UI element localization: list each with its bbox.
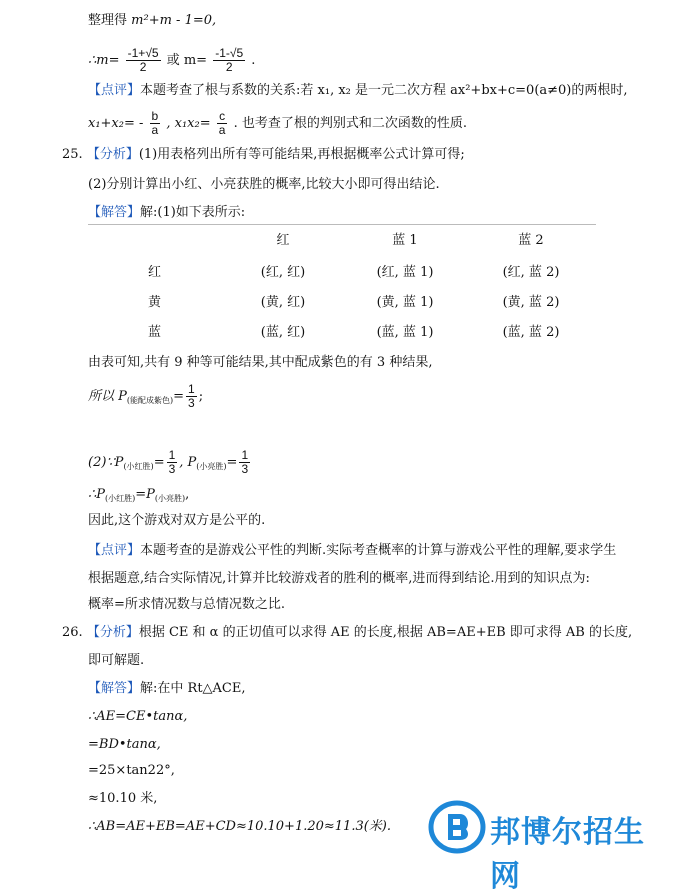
fraction-root-plus: $\frac{-1+√5}{2}$: [127, 46, 159, 74]
table-row-label: 红: [148, 265, 162, 280]
analysis-tag: 【分析】: [86, 625, 139, 640]
table-cell: (蓝, 蓝 2): [502, 325, 560, 340]
table-top-rule: [88, 224, 596, 225]
q26-step-5: ∴AB=AE+EB=AE+CD≈10.10+1.20≈11.3(米).: [88, 819, 392, 834]
q25-answer-intro: 【解答】解:(1)如下表所示:: [88, 205, 246, 220]
table-cell: (蓝, 红): [260, 325, 306, 340]
q25-probability-purple: 所以 $P_{(能配成紫色)}=$ $\frac{1}{3}$ ;: [88, 382, 204, 410]
q26-step-1: ∴AE=CE•tanα,: [88, 709, 188, 724]
q26-step-4: ≈10.10 米,: [88, 791, 158, 806]
equation-line-2: ∴m= $\frac{-1+√5}{2}$ 或 m= $\frac{-1-√5}{2}$ .: [88, 46, 256, 74]
table-cell: (红, 蓝 2): [502, 265, 560, 280]
table-cell: (红, 红): [260, 265, 306, 280]
q25-review-line-1: 【点评】本题考查的是游戏公平性的判断.实际考查概率的计算与游戏公平性的理解,要求学生: [88, 543, 617, 558]
watermark-text: 邦博尔招生网: [490, 815, 645, 894]
q26-step-2: =BD•tanα,: [88, 737, 161, 752]
or-text: 或 m=: [166, 53, 208, 68]
fraction-b-over-a: $\frac{b}{a}$: [151, 109, 159, 137]
watermark-logo: [428, 800, 658, 894]
answer-tag: 【解答】: [88, 681, 141, 696]
analysis-tag: 【分析】: [86, 147, 139, 162]
equation-prefix: 整理得: [88, 13, 128, 28]
q26-step-3: =25×tan22°,: [88, 763, 175, 778]
brand-b-icon: [428, 800, 486, 854]
fraction-one-third: $\frac{1}{3}$: [188, 382, 195, 410]
table-header-blue1: 蓝 1: [392, 233, 418, 248]
q25-review-line-3: 概率=所求情况数与总情况数之比.: [88, 597, 286, 612]
review-tag: 【点评】: [88, 543, 141, 558]
review-1-line-2: x₁+x₂= - $\frac{b}{a}$ , x₁x₂= $\frac{c}{a}$ . 也考查了根的判别式和二次函数的性质.: [88, 109, 467, 137]
table-cell: (黄, 蓝 1): [376, 295, 434, 310]
review-1-line-1: [88, 82, 628, 100]
q25-analysis-line-2: (2)分别计算出小红、小亮获胜的概率,比较大小即可得出结论.: [88, 177, 440, 192]
q25-review-line-2: 根据题意,结合实际情况,计算并比较游戏者的胜利的概率,进而得到结论.用到的知识点为:: [88, 571, 590, 586]
review-tag: 【点评】: [88, 83, 141, 98]
q25-analysis-line-1: 25. 【分析】(1)用表格列出所有等可能结果,再根据概率公式计算可得;: [62, 147, 465, 162]
table-cell: (黄, 蓝 2): [502, 295, 560, 310]
q25-therefore-line: $\therefore P_{(小红胜)}=P_{(小亮胜)}$,: [88, 487, 190, 503]
fraction-one-third: $\frac{1}{3}$: [241, 448, 249, 476]
q25-conclusion-1: 由表可知,共有 9 种等可能结果,其中配成紫色的有 3 种结果,: [88, 355, 433, 370]
fraction-one-third: $\frac{1}{3}$: [168, 448, 176, 476]
table-row-label: 蓝: [148, 325, 162, 340]
q25-fair-line: 因此,这个游戏对双方是公平的.: [88, 513, 266, 528]
equation-line-1: [88, 12, 216, 30]
answer-tag: 【解答】: [88, 205, 141, 220]
fraction-c-over-a: $\frac{c}{a}$: [218, 109, 226, 137]
question-number: 26.: [62, 625, 83, 640]
table-header-blue2: 蓝 2: [518, 233, 544, 248]
equation-text: m²+m - 1=0,: [131, 13, 217, 28]
table-cell: (红, 蓝 1): [376, 265, 434, 280]
q26-analysis-line-1: 26. 【分析】根据 CE 和 α 的正切值可以求得 AE 的长度,根据 AB=AE+EB 即可求得 AB 的长度,: [62, 625, 633, 640]
m-therefore: ∴m=: [88, 53, 120, 68]
fraction-root-minus: $\frac{-1-√5}{2}$: [215, 46, 244, 74]
review-text: 本题考查了根与系数的关系:若 x₁, x₂ 是一元二次方程 ax²+bx+c=0(a≠0)的两根时,: [140, 83, 628, 98]
question-number: 25.: [62, 147, 83, 162]
q26-answer-intro: 【解答】解:在中 Rt△ACE,: [88, 681, 246, 696]
table-cell: (黄, 红): [260, 295, 306, 310]
table-cell: (蓝, 蓝 1): [376, 325, 434, 340]
table-header-red: 红: [276, 233, 290, 248]
q26-analysis-line-2: 即可解题.: [88, 653, 145, 668]
table-row-label: 黄: [148, 295, 162, 310]
q25-part2-line: $(2)\because P_{(小红胜)}=$ $\frac{1}{3}$ , $P_{(小亮胜)}=$ $\frac{1}{3}$: [88, 448, 249, 476]
